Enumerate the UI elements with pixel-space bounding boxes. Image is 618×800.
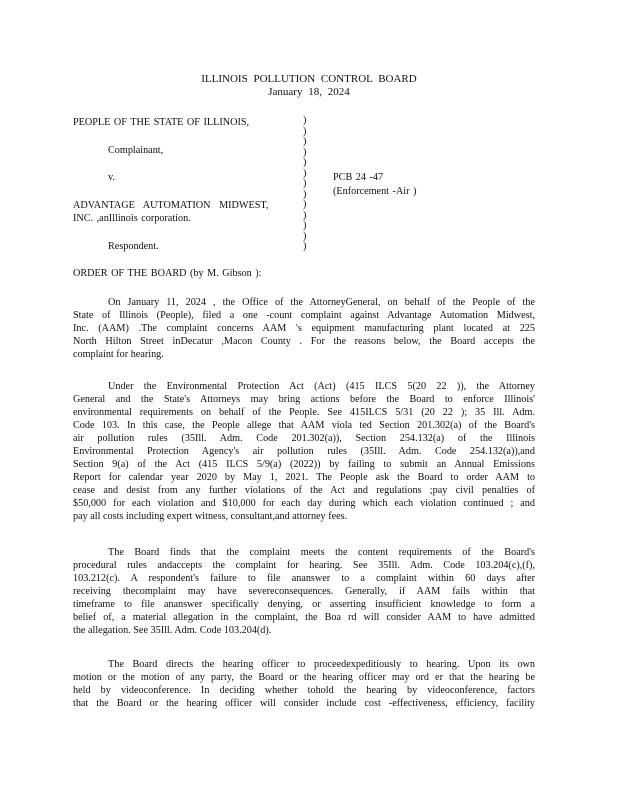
paragraph-line: receiving thecomplaint may have severeconsequences. Generally, if AAM fails within that <box>73 586 535 597</box>
case-type: (Enforcement -Air ) <box>333 186 417 197</box>
paragraph-line: The Board finds that the complaint meets the content requirements of the Board's <box>108 547 535 558</box>
paren: ) <box>303 241 307 252</box>
paragraph-line: On January 11, 2024 , the Office of the AttorneyGeneral, on behalf of the People of the <box>108 297 535 308</box>
board-title: ILLINOIS POLLUTION CONTROL BOARD <box>201 73 417 85</box>
paren: ) <box>303 209 307 221</box>
paragraph-allegations <box>73 380 535 523</box>
paren: ) <box>303 146 307 158</box>
paren: ) <box>303 167 307 179</box>
paren: ) <box>303 125 307 137</box>
paragraph-line: State of Illinois (People), filed a one -count complaint against Advantage Automation Midwest, <box>73 310 535 321</box>
respondent-label: Respondent. <box>108 241 159 252</box>
paragraph-line: motion or the motion of any party, the Board or the hearing officer may ord er that the hearing be <box>73 672 535 683</box>
respondent-name: ADVANTAGE AUTOMATION MIDWEST, <box>73 200 269 211</box>
paragraph-line: The Board directs the hearing officer to proceedexpeditiously to hearing. Upon its own <box>108 659 535 670</box>
paragraph-line: Environmental Protection Agency's air pollution rules (35Ill. Adm. Code 254.132(a)),and <box>73 446 535 457</box>
paragraph-line: Code 103. In this case, the People allege that AAM viola ted Section 201.302(a) of the Board's <box>73 420 535 431</box>
plaintiff-name: PEOPLE OF THE STATE OF ILLINOIS, <box>73 117 250 128</box>
paragraph-line: Report for calendar year 2020 by May 1, 2021. The People ask the Board to order AAM to <box>73 472 535 483</box>
paragraph-line: that the Board or the hearing officer will consider include cost -effectiveness, efficiency, facility <box>73 698 535 709</box>
paragraph-line: cease and desist from any further violations of the Act and regulations ;pay civil penalties of <box>73 485 535 496</box>
paren: ) <box>303 157 307 168</box>
order-heading: ORDER OF THE BOARD (by M. Gibson ): <box>73 268 262 279</box>
complainant-label: Complainant, <box>108 145 164 156</box>
paragraph-hearing-officer <box>73 658 535 710</box>
paragraph-line: procedural rules andaccepts the complaint for hearing. See 35Ill. Adm. Code 103.204(c),(f), <box>73 560 535 571</box>
paragraph-complaint-filed <box>73 296 535 361</box>
paren: ) <box>303 188 307 200</box>
caption-parentheses <box>303 116 311 253</box>
paragraph-line: air pollution rules (35Ill. Adm. Code 201.302(a)), Section 254.132(a) of the Illinois <box>73 433 535 444</box>
paragraph-line: pay all costs including expert witness, consultant,and attorney fees. <box>73 511 348 522</box>
paragraph-accepts-complaint <box>73 546 535 637</box>
paren: ) <box>303 199 307 210</box>
respondent-description: INC. ,anIllinois corporation. <box>73 213 191 224</box>
paragraph-line: 103.212(c). A respondent's failure to file ananswer to a complaint within 60 days after <box>73 573 535 584</box>
paragraph-line: Section 9(a) of the Act (415 ILCS 5/9(a) (2022)) by failing to submit an Annual Emissions <box>73 459 535 470</box>
paragraph-line: the allegation. See 35Ill. Adm. Code 103.204(d). <box>73 625 272 636</box>
paragraph-line: General and the State's Attorneys may bring actions before the Board to enforce Illinois' <box>73 394 535 405</box>
paragraph-line: complaint for hearing. <box>73 349 164 360</box>
paragraph-line: Inc. (AAM) .The complaint concerns AAM 's equipment manufacturing plant located at 225 <box>73 323 535 334</box>
paragraph-line: belief of, a material allegation in the complaint, the Boa rd will consider AAM to have admitted <box>73 612 535 623</box>
paragraph-line: timeframe to file ananswer specifically denying, or asserting insufficient knowledge to form a <box>73 599 535 610</box>
paragraph-line: held by videoconference. In deciding whether tohold the hearing by videoconference, factors <box>73 685 535 696</box>
paragraph-line: Under the Environmental Protection Act (Act) (415 ILCS 5(20 22 )), the Attorney <box>108 381 535 392</box>
paren: ) <box>303 230 307 242</box>
paren: ) <box>303 115 307 126</box>
paragraph-line: North Hilton Street inDecatur ,Macon County . For the reasons below, the Board accepts the <box>73 336 535 347</box>
paren: ) <box>303 178 307 189</box>
paragraph-line: $50,000 for each violation and $10,000 for each day during which each violation continued ; and <box>73 498 535 509</box>
case-number: PCB 24 -47 <box>333 172 384 183</box>
order-date: January 18, 2024 <box>268 86 350 98</box>
paren: ) <box>303 136 307 147</box>
paragraph-line: environmental requirements on behalf of the People. See 415ILCS 5/31 (20 22 ); 35 Ill. Adm. <box>73 407 535 418</box>
versus-label: v. <box>108 172 115 183</box>
paren: ) <box>303 220 307 231</box>
